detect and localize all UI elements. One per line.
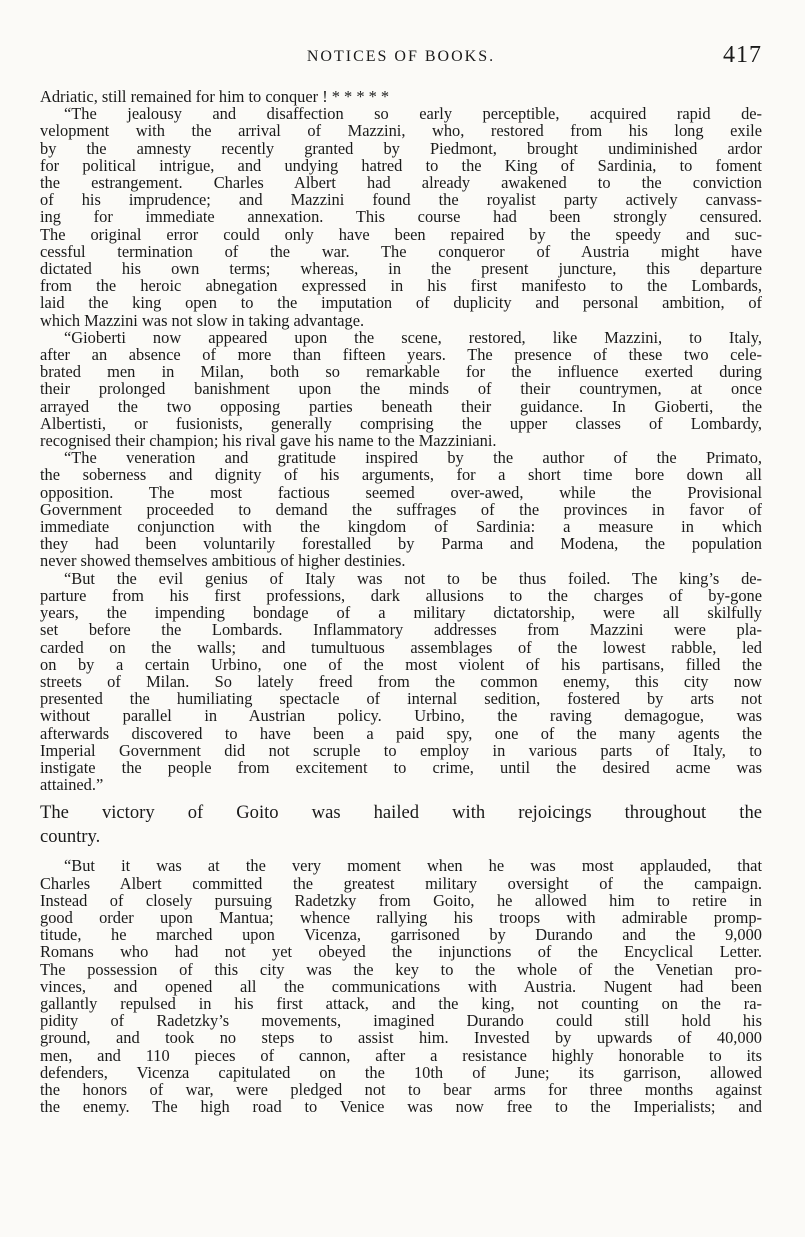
- text-line: cessful termination of the war. The conqueror of Austria might have: [40, 241, 762, 261]
- page-number: 417: [723, 42, 762, 68]
- text-line: dictated his own terms; whereas, in the present juncture, this departure: [40, 259, 762, 279]
- text-line: by the amnesty recently granted by Piedmont, brought undiminished ardor: [40, 138, 762, 158]
- text-line: carded on the walls; and tumultuous assemblages of the lowest rabble, led: [40, 637, 762, 657]
- text-line: immediate conjunction with the kingdom of Sardinia: a measure in which: [40, 517, 762, 537]
- text-line: ing for immediate annexation. This course had been strongly censured.: [40, 207, 762, 227]
- text-line: the honors of war, were pledged not to bear arms for three months against: [40, 1079, 762, 1099]
- text-line: instigate the people from excitement to crime, until the desired acme was: [40, 757, 762, 777]
- text-line: The possession of this city was the key to the whole of the Venetian pro-: [40, 959, 762, 979]
- text-line: vinces, and opened all the communications with Austria. Nugent had been: [40, 976, 762, 996]
- text-line: brated men in Milan, both so remarkable for the influence exerted during: [40, 362, 762, 382]
- text-line: recognised their champion; his rival gave his name to the Mazziniani.: [40, 431, 497, 451]
- text-line: their prolonged banishment upon the minds of their countrymen, at once: [40, 379, 762, 399]
- text-line: from the heroic abnegation expressed in his first manifesto to the Lombards,: [40, 276, 762, 296]
- text-line: opposition. The most factious seemed over-awed, while the Provisional: [40, 482, 762, 502]
- text-line: never showed themselves ambitious of higher destinies.: [40, 551, 406, 571]
- text-line: good order upon Mantua; whence rallying his troops with admirable promp-: [40, 907, 762, 927]
- text-line: Charles Albert committed the greatest military oversight of the campaign.: [40, 873, 762, 893]
- text-line: men, and 110 pieces of cannon, after a resistance highly honorable to its: [40, 1045, 762, 1065]
- text-line: the soberness and dignity of his arguments, for a short time bore down all: [40, 465, 762, 485]
- text-line: titude, he marched upon Vicenza, garrisoned by Durando and the 9,000: [40, 925, 762, 945]
- text-line: Instead of closely pursuing Radetzky from Goito, he allowed him to retire in: [40, 890, 762, 910]
- text-line: The original error could only have been repaired by the speedy and suc-: [40, 224, 762, 244]
- text-line: gallantly repulsed in his first attack, and the king, not counting on the ra-: [40, 993, 762, 1013]
- text-line: “Gioberti now appeared upon the scene, restored, like Mazzini, to Italy,: [64, 327, 762, 347]
- text-line: on by a certain Urbino, one of the most violent of his partisans, filled the: [40, 654, 762, 674]
- text-line: of his imprudence; and Mazzini found the royalist party actively canvass-: [40, 190, 762, 210]
- text-line: defenders, Vicenza capitulated on the 10th of June; its garrison, allowed: [40, 1062, 762, 1082]
- text-line: “But it was at the very moment when he was most applauded, that: [64, 856, 762, 876]
- text-line: pidity of Radetzky’s movements, imagined Durando could still hold his: [40, 1011, 762, 1031]
- text-line: Government proceeded to demand the suffrages of the provinces in favor of: [40, 499, 762, 519]
- text-line: which Mazzini was not slow in taking advantage.: [40, 310, 365, 330]
- quoted-passage-1: [40, 88, 762, 793]
- text-line: the enemy. The high road to Venice was now free to the Imperialists; and: [40, 1097, 762, 1117]
- text-line: after an absence of more than fifteen years. The presence of these two cele-: [40, 345, 762, 365]
- quoted-passage-2: [40, 857, 762, 1115]
- running-head: NOTICES OF BOOKS.: [306, 48, 496, 65]
- book-page: [40, 40, 762, 1115]
- text-line: the estrangement. Charles Albert had already awakened to the conviction: [40, 173, 762, 193]
- text-line: for political intrigue, and undying hatred to the King of Sardinia, to foment: [40, 155, 762, 175]
- text-line: laid the king open to the imputation of duplicity and personal ambition, of: [40, 293, 762, 313]
- text-line: arrayed the two opposing parties beneath their guidance. In Gioberti, the: [40, 396, 762, 416]
- text-line: Romans who had not yet obeyed the injunctions of the Encyclical Letter.: [40, 942, 762, 962]
- text-line: “The jealousy and disaffection so early perceptible, acquired rapid de-: [64, 104, 762, 124]
- text-line: presented the humiliating spectacle of internal sedition, fostered by arts not: [40, 689, 762, 709]
- text-line: “But the evil genius of Italy was not to be thus foiled. The king’s de-: [64, 568, 762, 588]
- text-line: The victory of Goito was hailed with rejoicings throughout the: [40, 802, 762, 824]
- text-line: country.: [40, 826, 101, 848]
- text-line: set before the Lombards. Inflammatory addresses from Mazzini were pla-: [40, 620, 762, 640]
- text-line: Adriatic, still remained for him to conquer ! * * * * *: [40, 87, 390, 106]
- text-line: without parallel in Austrian policy. Urbino, the raving demagogue, was: [40, 706, 762, 726]
- text-line: years, the impending bondage of a military dictatorship, were all skilfully: [40, 603, 762, 623]
- text-line: attained.”: [40, 775, 104, 795]
- text-line: Albertisti, or fusionists, generally comprising the upper classes of Lombardy,: [40, 413, 762, 433]
- text-line: parture from his first professions, dark allusions to the charges of by-gone: [40, 585, 762, 605]
- text-line: afterwards discovered to have been a paid spy, one of the many agents the: [40, 723, 762, 743]
- text-line: Imperial Government did not scruple to employ in various parts of Italy, to: [40, 740, 762, 760]
- body-paragraph: [40, 801, 762, 849]
- text-line: they had been voluntarily forestalled by Parma and Modena, the population: [40, 534, 762, 554]
- text-line: streets of Milan. So lately freed from the common enemy, this city now: [40, 671, 762, 691]
- text-line: velopment with the arrival of Mazzini, who, restored from his long exile: [40, 121, 762, 141]
- text-line: “The veneration and gratitude inspired by the author of the Primato,: [64, 448, 762, 468]
- page-header: [40, 40, 762, 88]
- text-line: ground, and took no steps to assist him. Invested by upwards of 40,000: [40, 1028, 762, 1048]
